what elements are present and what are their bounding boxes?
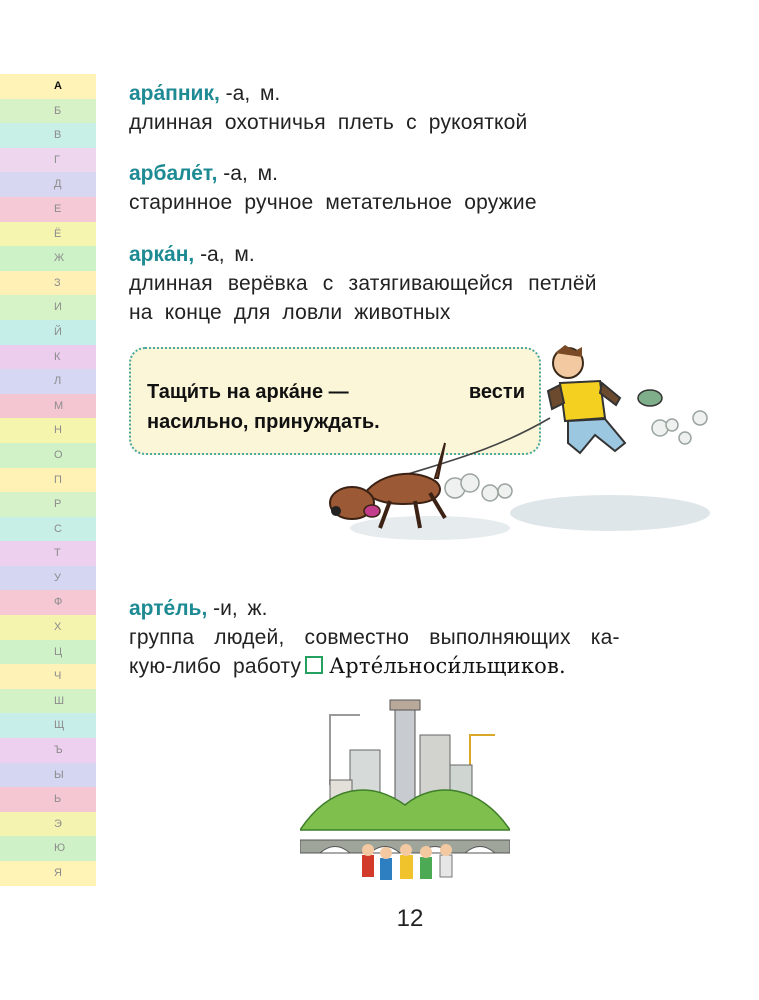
headword-line [129, 595, 694, 623]
alphabet-letter[interactable]: В [0, 123, 96, 148]
alphabet-letter[interactable]: А [0, 74, 96, 99]
grammar-info: -а, м. [200, 243, 255, 266]
alphabet-letter[interactable]: Б [0, 99, 96, 124]
alphabet-letter[interactable]: Ж [0, 246, 96, 271]
headword: арбале́т, [129, 162, 218, 185]
alphabet-letter[interactable]: Е [0, 197, 96, 222]
alphabet-letter[interactable]: И [0, 295, 96, 320]
idiom-meaning-start: вести [468, 381, 525, 403]
idiom-phrase: Тащи́ть на арка́не — [147, 381, 349, 403]
boy [548, 345, 662, 453]
alphabet-letter[interactable]: Ы [0, 763, 96, 788]
definition-text: длинная верёвка с затягивающейся петлёй [129, 272, 597, 295]
alphabet-letter[interactable]: Д [0, 172, 96, 197]
entry-arbalet [129, 160, 694, 217]
alphabet-letter[interactable]: Ш [0, 689, 96, 714]
alphabet-letter[interactable]: Я [0, 861, 96, 886]
tower [395, 705, 415, 805]
entry-artel [129, 595, 694, 681]
alphabet-letter[interactable]: З [0, 271, 96, 296]
definition-text: кую-либо работу [129, 655, 302, 678]
entry-arapnik [129, 80, 694, 137]
alphabet-letter[interactable]: Й [0, 320, 96, 345]
alphabet-letter[interactable]: Х [0, 615, 96, 640]
boy-dragged-by-dog-illustration [320, 343, 720, 543]
headword: арка́н, [129, 243, 195, 266]
idiom-line-2: насильно, принуждать. [147, 411, 380, 433]
definition-line-2 [129, 652, 694, 681]
alphabet-letter[interactable]: Р [0, 492, 96, 517]
alphabet-letter[interactable]: Ъ [0, 738, 96, 763]
definition-line-1 [129, 623, 694, 652]
definition-line-1 [129, 269, 694, 298]
entry-arkan [129, 241, 694, 327]
usage-example: Арте́льноси́льщиков. [329, 654, 566, 678]
alphabet-letter[interactable]: Ь [0, 787, 96, 812]
alphabet-letter[interactable]: П [0, 468, 96, 493]
alphabet-index [0, 74, 96, 886]
alphabet-letter[interactable]: Н [0, 418, 96, 443]
alphabet-letter[interactable]: Ф [0, 590, 96, 615]
alphabet-letter[interactable]: Ё [0, 222, 96, 247]
headword: ара́пник, [129, 82, 220, 105]
page-number: 12 [396, 905, 424, 932]
alphabet-letter[interactable]: Ц [0, 640, 96, 665]
alphabet-letter[interactable]: М [0, 394, 96, 419]
alphabet-letter[interactable]: Ч [0, 664, 96, 689]
dog [330, 443, 445, 528]
alphabet-letter[interactable]: Щ [0, 713, 96, 738]
headword-line [129, 80, 694, 108]
alphabet-letter[interactable]: Э [0, 812, 96, 837]
example-square-icon [305, 656, 323, 674]
crane [470, 735, 495, 775]
alphabet-letter[interactable]: У [0, 566, 96, 591]
definition: старинное ручное метательное оружие [129, 191, 537, 214]
grammar-info: -а, м. [225, 82, 281, 105]
alphabet-letter[interactable]: С [0, 517, 96, 542]
grammar-info: -и, ж. [213, 597, 268, 620]
grammar-info: -а, м. [223, 162, 278, 185]
definition: длинная охотничья плеть с рукояткой [129, 111, 528, 134]
definition-line-2: на конце для ловли животных [129, 301, 451, 324]
definition-text: группа людей, совместно выполняющих ка- [129, 626, 620, 649]
headword-line [129, 160, 694, 188]
alphabet-letter[interactable]: Ю [0, 836, 96, 861]
alphabet-letter[interactable]: Т [0, 541, 96, 566]
headword: арте́ль, [129, 597, 208, 620]
shadow [510, 495, 710, 531]
alphabet-letter[interactable]: К [0, 345, 96, 370]
headword-line [129, 241, 694, 269]
alphabet-letter[interactable]: О [0, 443, 96, 468]
city-construction-illustration [300, 695, 510, 895]
shadow [350, 516, 510, 540]
alphabet-letter[interactable]: Л [0, 369, 96, 394]
alphabet-letter[interactable]: Г [0, 148, 96, 173]
